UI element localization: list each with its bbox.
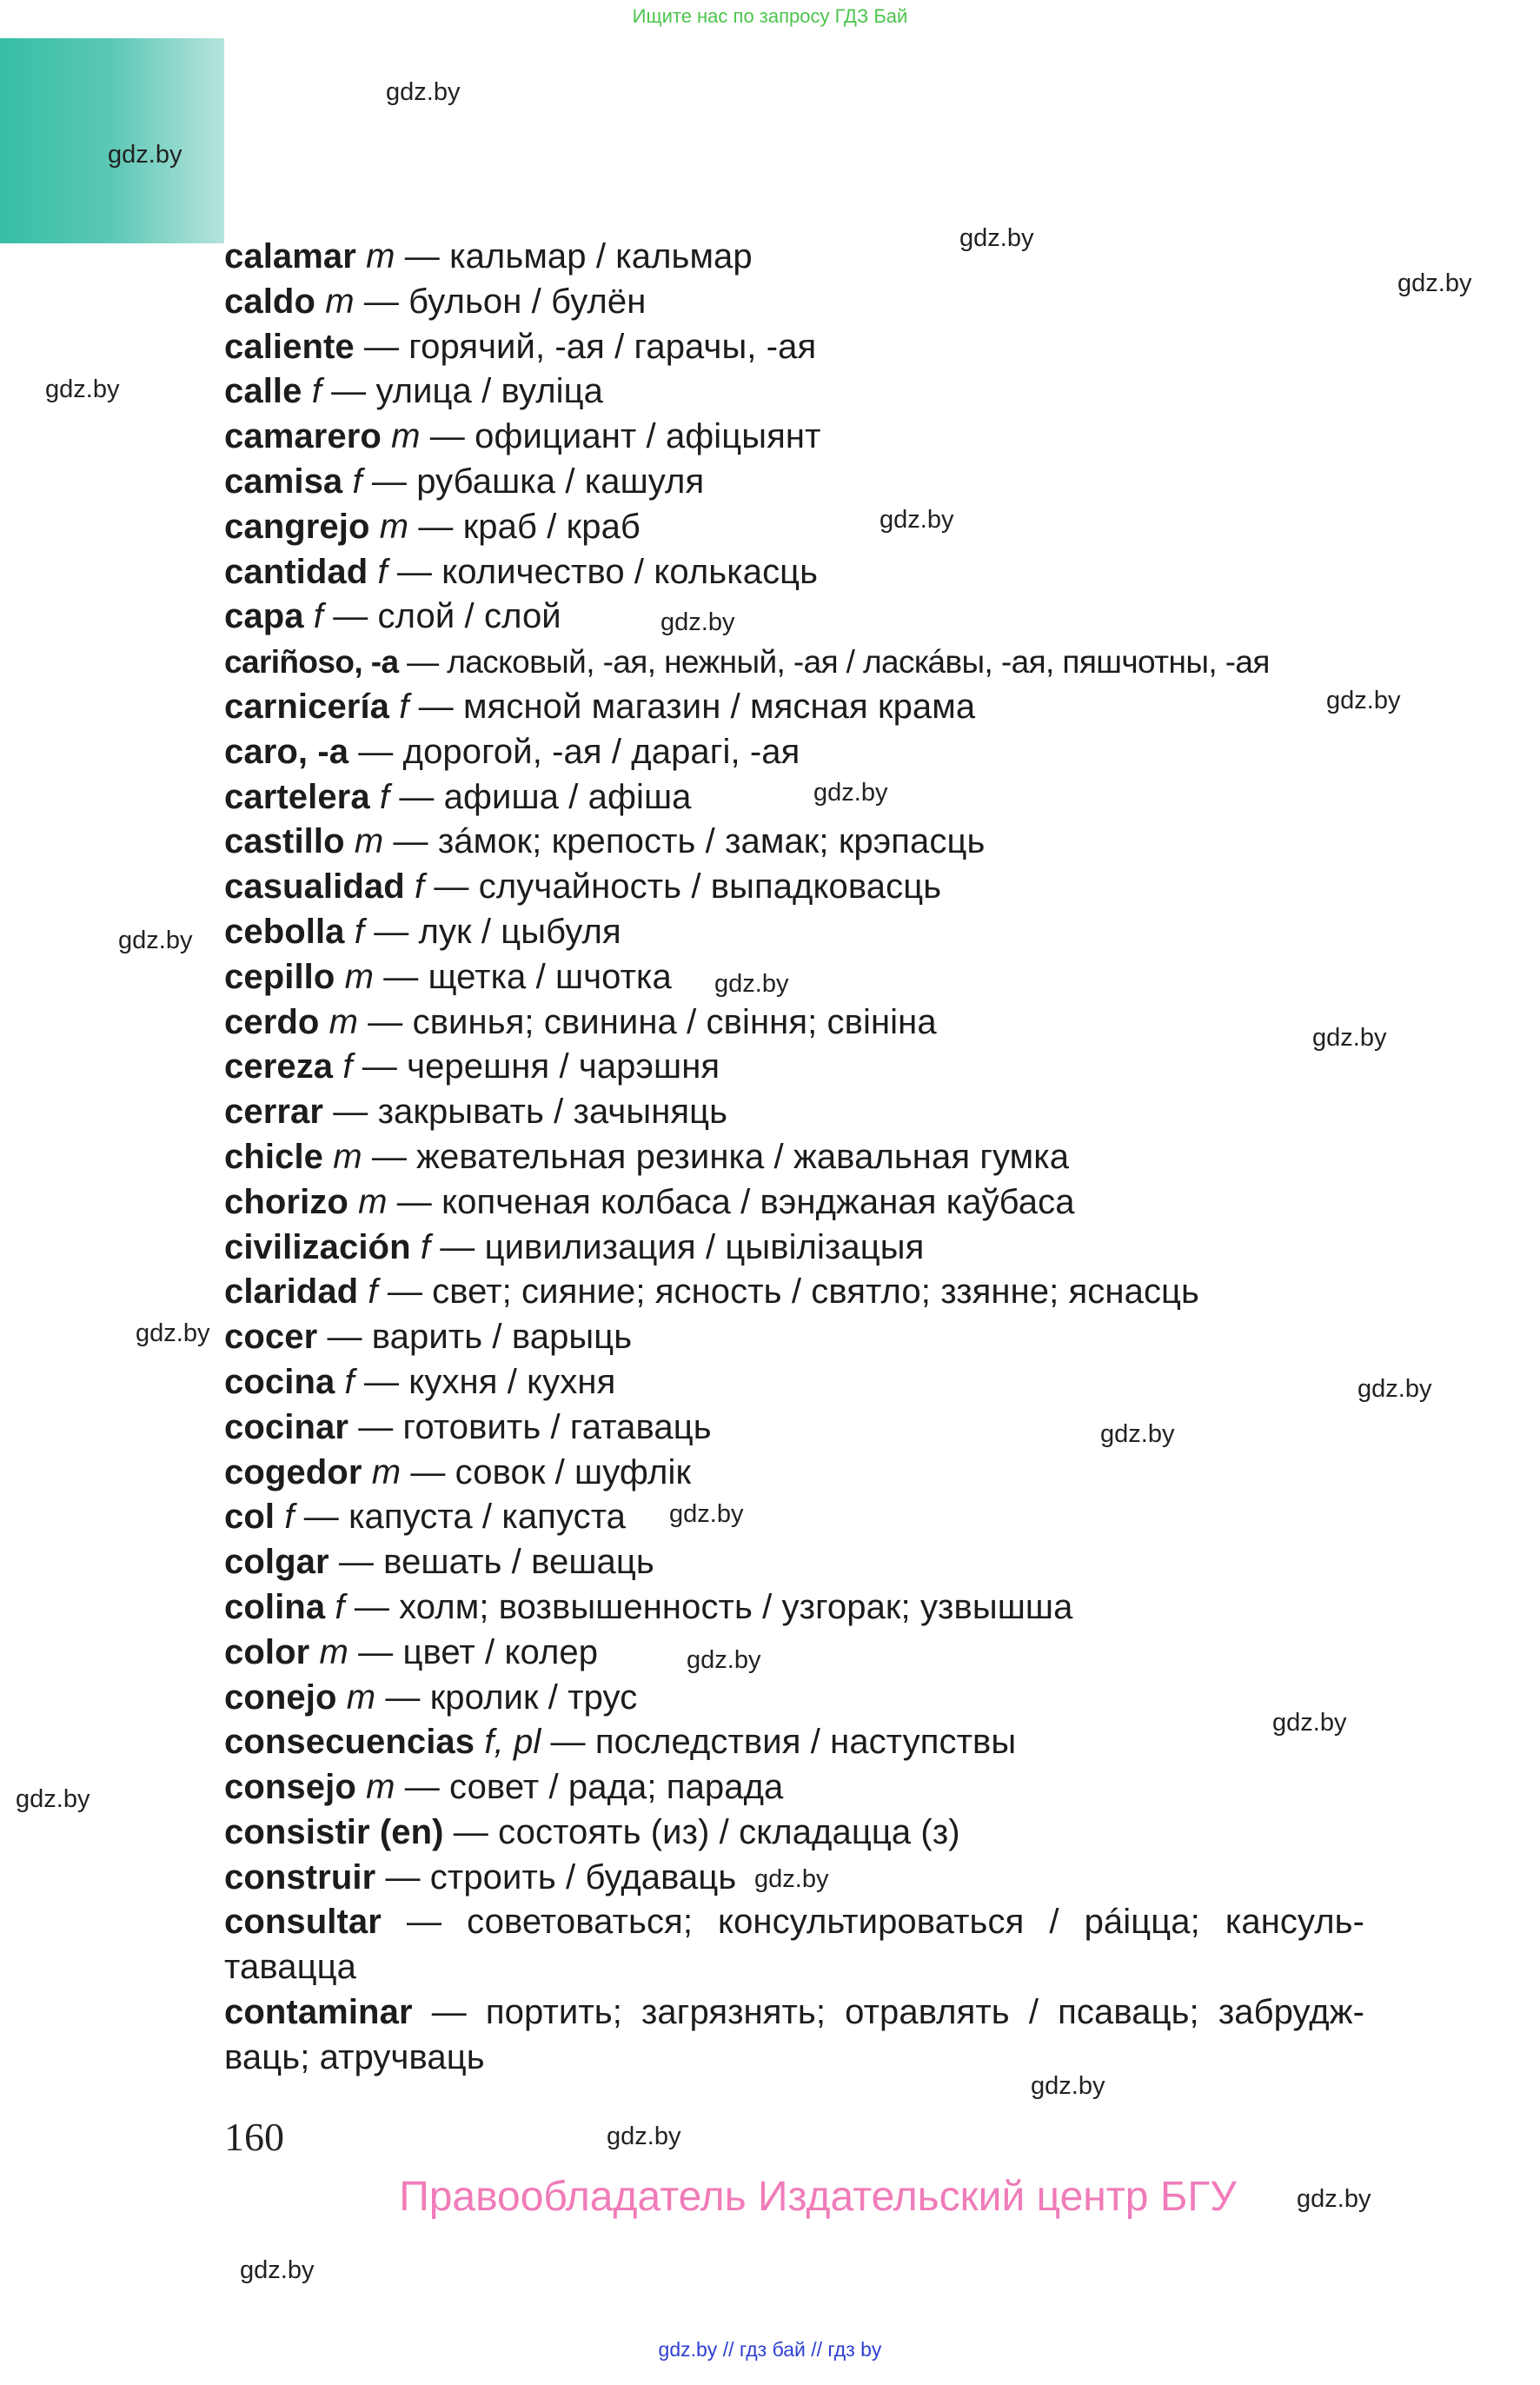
dash: — bbox=[408, 687, 463, 726]
translation: цвет / колер bbox=[402, 1632, 599, 1671]
dictionary-entry bbox=[224, 1856, 1364, 1901]
translation: черешня / чарэшня bbox=[407, 1047, 720, 1086]
watermark: gdz.by bbox=[1100, 1420, 1175, 1448]
gender-label: m bbox=[344, 957, 375, 996]
translation: ласковый, -ая, нежный, -ая / ласкáвы, -ая, пяшчотны, -ая bbox=[447, 644, 1270, 681]
dictionary-entry bbox=[224, 1900, 1364, 1990]
headword: calamar bbox=[224, 237, 356, 276]
gender-label: m bbox=[333, 1137, 362, 1176]
watermark: gdz.by bbox=[660, 608, 735, 636]
translation: свинья; свинина / свіння; свініна bbox=[412, 1002, 937, 1041]
translation: лук / цыбуля bbox=[418, 912, 621, 951]
watermark: gdz.by bbox=[45, 375, 120, 403]
dictionary-entry bbox=[224, 325, 1364, 370]
translation: холм; возвышенность / узгорак; узвышша bbox=[399, 1587, 1073, 1626]
translation: афиша / афіша bbox=[443, 777, 692, 816]
headword: camarero bbox=[224, 417, 382, 456]
dictionary-entry bbox=[224, 1315, 1364, 1360]
gender-label: m bbox=[354, 822, 384, 861]
dictionary-entry bbox=[224, 280, 1364, 325]
translation: строить / будаваць bbox=[429, 1857, 737, 1897]
dash: — bbox=[354, 327, 409, 366]
watermark: gdz.by bbox=[714, 970, 789, 998]
dictionary-entry bbox=[224, 640, 1364, 685]
gender-label: m bbox=[358, 1182, 388, 1221]
headword: carnicería bbox=[224, 687, 390, 726]
translation: варить / варыць bbox=[371, 1318, 633, 1357]
translation: горячий, -ая / гарачы, -ая bbox=[408, 327, 817, 366]
dictionary-entry bbox=[224, 1676, 1364, 1721]
watermark: gdz.by bbox=[16, 1785, 90, 1813]
dictionary-entry bbox=[224, 1360, 1364, 1405]
headword: chorizo bbox=[224, 1182, 348, 1221]
gender-label: m bbox=[391, 417, 421, 456]
dash: — bbox=[375, 1857, 430, 1897]
translation: кухня / кухня bbox=[408, 1362, 616, 1401]
headword: colgar bbox=[224, 1543, 329, 1582]
headword: cereza bbox=[224, 1047, 334, 1086]
translation: советоваться; консультироваться / рáіцца; кансуль-тавацца bbox=[224, 1903, 1365, 1987]
headword: chicle bbox=[224, 1137, 323, 1176]
dictionary-entry bbox=[224, 1495, 1364, 1540]
headword: capa bbox=[224, 597, 304, 636]
dictionary-entry bbox=[224, 775, 1364, 820]
watermark: gdz.by bbox=[118, 927, 193, 954]
watermark: gdz.by bbox=[1326, 687, 1401, 714]
dictionary-entry bbox=[224, 1585, 1364, 1631]
headword: cantidad bbox=[224, 552, 368, 591]
headword: consultar bbox=[224, 1903, 382, 1942]
gender-label: m bbox=[329, 1002, 359, 1041]
watermark: gdz.by bbox=[1272, 1709, 1347, 1737]
gender-label: f bbox=[284, 1498, 295, 1537]
dash: — bbox=[389, 777, 444, 816]
headword: caro, -a bbox=[224, 732, 349, 771]
headword: cangrejo bbox=[224, 507, 370, 546]
watermark: gdz.by bbox=[1031, 2072, 1105, 2100]
dictionary-entry bbox=[224, 1180, 1364, 1226]
dictionary-entry bbox=[224, 1090, 1364, 1135]
headword: col bbox=[224, 1498, 275, 1537]
watermark: gdz.by bbox=[1397, 269, 1472, 297]
dash: — bbox=[348, 1407, 403, 1446]
translation: официант / афіцыянт bbox=[475, 417, 821, 456]
dictionary-entry bbox=[224, 550, 1364, 595]
headword: claridad bbox=[224, 1272, 359, 1312]
gender-label: f bbox=[379, 777, 390, 816]
dictionary-entry bbox=[224, 955, 1364, 1000]
dash: — bbox=[362, 462, 417, 501]
watermark: gdz.by bbox=[240, 2256, 315, 2284]
gender-label: f bbox=[313, 597, 324, 636]
translation: кролик / трус bbox=[429, 1677, 638, 1717]
headword: casualidad bbox=[224, 867, 405, 907]
dictionary-entry bbox=[224, 505, 1364, 550]
translation: слой / слой bbox=[377, 597, 561, 636]
headword: civilización bbox=[224, 1227, 411, 1266]
translation: капуста / капуста bbox=[348, 1498, 627, 1537]
translation: состоять (из) / складацца (з) bbox=[498, 1812, 960, 1851]
dash: — bbox=[375, 1677, 430, 1717]
dash: — bbox=[408, 507, 463, 546]
dictionary-entry bbox=[224, 1451, 1364, 1496]
gender-label: f bbox=[414, 867, 425, 907]
gender-label: f bbox=[377, 552, 388, 591]
dash: — bbox=[424, 867, 479, 907]
translation: улица / вуліца bbox=[375, 372, 604, 411]
translation: цивилизация / цывілізацыя bbox=[484, 1227, 925, 1266]
translation: дорогой, -ая / дарагі, -ая bbox=[402, 732, 800, 771]
dictionary-entry bbox=[224, 1631, 1364, 1676]
headword: cartelera bbox=[224, 777, 370, 816]
translation: последствия / наступствы bbox=[594, 1723, 1017, 1762]
headword: camisa bbox=[224, 462, 343, 501]
watermark: gdz.by bbox=[607, 2123, 681, 2150]
headword: cogedor bbox=[224, 1452, 362, 1491]
dash: — bbox=[383, 822, 438, 861]
dash: — bbox=[294, 1498, 349, 1537]
dash: — bbox=[398, 644, 448, 681]
dash: — bbox=[363, 912, 419, 951]
dash: — bbox=[381, 1903, 468, 1942]
gender-label: m bbox=[371, 1452, 402, 1491]
gender-label: f bbox=[344, 1362, 355, 1401]
gender-label: m bbox=[366, 1768, 395, 1807]
dictionary-entry bbox=[224, 369, 1364, 415]
dash: — bbox=[323, 597, 378, 636]
dash: — bbox=[377, 1272, 433, 1312]
watermark: gdz.by bbox=[1357, 1375, 1432, 1403]
translation: вешать / вешаць bbox=[383, 1543, 654, 1582]
dictionary-entry bbox=[224, 685, 1364, 730]
translation: щетка / шчотка bbox=[428, 957, 672, 996]
dictionary-entry bbox=[224, 1000, 1364, 1046]
dictionary-entry bbox=[224, 1135, 1364, 1180]
dash: — bbox=[358, 1002, 413, 1041]
dash: — bbox=[395, 1768, 450, 1807]
watermark: gdz.by bbox=[669, 1500, 744, 1528]
watermark: gdz.by bbox=[959, 224, 1034, 252]
dictionary-entry bbox=[224, 1270, 1364, 1315]
dash: — bbox=[354, 282, 409, 321]
watermark: gdz.by bbox=[880, 506, 954, 534]
translation: совок / шуфлік bbox=[455, 1452, 692, 1491]
translation: совет / рада; парада bbox=[449, 1768, 784, 1807]
dash: — bbox=[348, 1632, 403, 1671]
gender-label: f bbox=[399, 687, 409, 726]
gender-label: f bbox=[335, 1587, 345, 1626]
dictionary-entry bbox=[224, 1226, 1364, 1271]
dash: — bbox=[412, 1993, 486, 2032]
gender-label: m bbox=[346, 1677, 376, 1717]
translation: случайность / выпадковасць bbox=[478, 867, 942, 907]
headword: cocinar bbox=[224, 1407, 348, 1446]
translation: бульон / булён bbox=[408, 282, 647, 321]
dash: — bbox=[362, 1137, 417, 1176]
dash: — bbox=[541, 1723, 595, 1762]
watermark: gdz.by bbox=[1312, 1024, 1387, 1052]
dash: — bbox=[317, 1318, 372, 1357]
headword: contaminar bbox=[224, 1993, 413, 2032]
dash: — bbox=[321, 372, 376, 411]
headword: caldo bbox=[224, 282, 315, 321]
dictionary-entry bbox=[224, 1990, 1364, 2081]
watermark: gdz.by bbox=[136, 1319, 210, 1347]
translation: готовить / гатаваць bbox=[402, 1407, 712, 1446]
dash: — bbox=[420, 417, 475, 456]
dash: — bbox=[387, 1182, 442, 1221]
headword: conejo bbox=[224, 1677, 337, 1717]
translation: копченая колбаса / вэнджаная каўбаса bbox=[441, 1182, 1075, 1221]
gender-label: f bbox=[420, 1227, 431, 1266]
headword: cepillo bbox=[224, 957, 335, 996]
translation: свет; сияние; ясность / святло; ззянне; яснасць bbox=[432, 1272, 1199, 1312]
headword: consistir (en) bbox=[224, 1812, 444, 1851]
watermark: gdz.by bbox=[108, 141, 183, 169]
dash: — bbox=[401, 1452, 455, 1491]
headword: cariñoso, -a bbox=[224, 644, 399, 681]
headword: consecuencias bbox=[224, 1723, 475, 1762]
translation: портить; загрязнять; отравлять / псаваць; забрудж-ваць; атручваць bbox=[224, 1993, 1365, 2076]
dictionary-entry bbox=[224, 730, 1364, 775]
dash: — bbox=[387, 552, 442, 591]
gender-label: f bbox=[354, 912, 364, 951]
gender-label: f, pl bbox=[484, 1723, 541, 1762]
translation: мясной магазин / мясная крама bbox=[463, 687, 976, 726]
gender-label: f bbox=[352, 462, 362, 501]
headword: construir bbox=[224, 1857, 376, 1897]
dictionary-entry bbox=[224, 1540, 1364, 1585]
page-number: 160 bbox=[224, 2115, 284, 2159]
headword: cerdo bbox=[224, 1002, 320, 1041]
headword: caliente bbox=[224, 327, 355, 366]
translation: количество / колькасць bbox=[441, 552, 819, 591]
translation: зáмок; крепость / замак; крэпасць bbox=[437, 822, 986, 861]
gender-label: f bbox=[368, 1272, 378, 1312]
dictionary-entry bbox=[224, 1765, 1364, 1810]
translation: рубашка / кашуля bbox=[416, 462, 705, 501]
dash: — bbox=[323, 1093, 378, 1132]
watermark: gdz.by bbox=[386, 78, 461, 106]
headword: cocer bbox=[224, 1318, 318, 1357]
watermark: gdz.by bbox=[754, 1865, 829, 1893]
copyright-notice: Правообладатель Издательский центр БГУ bbox=[399, 2174, 1237, 2220]
headword: consejo bbox=[224, 1768, 356, 1807]
dictionary-entry bbox=[224, 910, 1364, 955]
dash: — bbox=[348, 732, 403, 771]
dash: — bbox=[354, 1362, 409, 1401]
gender-label: m bbox=[366, 237, 395, 276]
dictionary-entry bbox=[224, 1810, 1364, 1856]
dictionary-entry bbox=[224, 235, 1364, 280]
dash: — bbox=[374, 957, 428, 996]
top-banner: Ищите нас по запросу ГДЗ Бай bbox=[632, 5, 908, 27]
translation: кальмар / кальмар bbox=[449, 237, 753, 276]
watermark: gdz.by bbox=[1297, 2185, 1371, 2213]
dictionary-entry bbox=[224, 415, 1364, 460]
dictionary-entry bbox=[224, 595, 1364, 640]
headword: calle bbox=[224, 372, 302, 411]
dash: — bbox=[443, 1812, 499, 1851]
gender-label: f bbox=[342, 1047, 353, 1086]
headword: color bbox=[224, 1632, 310, 1671]
headword: colina bbox=[224, 1587, 326, 1626]
gender-label: m bbox=[319, 1632, 348, 1671]
dash: — bbox=[329, 1543, 384, 1582]
translation: жевательная резинка / жавальная гумка bbox=[416, 1137, 1070, 1176]
dictionary-entry bbox=[224, 1720, 1364, 1765]
headword: cebolla bbox=[224, 912, 345, 951]
dictionary-entry bbox=[224, 1405, 1364, 1451]
dictionary-entry bbox=[224, 460, 1364, 505]
dash: — bbox=[430, 1227, 485, 1266]
gender-label: f bbox=[311, 372, 322, 411]
headword: cocina bbox=[224, 1362, 335, 1401]
dash: — bbox=[395, 237, 450, 276]
headword: castillo bbox=[224, 822, 345, 861]
dash: — bbox=[352, 1047, 408, 1086]
watermark: gdz.by bbox=[687, 1646, 761, 1674]
bottom-links[interactable]: gdz.by // гдз бай // гдз by bbox=[658, 2338, 882, 2361]
dash: — bbox=[344, 1587, 400, 1626]
watermark: gdz.by bbox=[813, 779, 888, 807]
gender-label: m bbox=[379, 507, 409, 546]
translation: краб / краб bbox=[462, 507, 641, 546]
translation: закрывать / зачыняць bbox=[377, 1093, 728, 1132]
dictionary-entry bbox=[224, 820, 1364, 865]
gender-label: m bbox=[325, 282, 355, 321]
dictionary-entries bbox=[224, 235, 1364, 2081]
dictionary-entry bbox=[224, 865, 1364, 910]
headword: cerrar bbox=[224, 1093, 324, 1132]
dictionary-entry bbox=[224, 1045, 1364, 1090]
